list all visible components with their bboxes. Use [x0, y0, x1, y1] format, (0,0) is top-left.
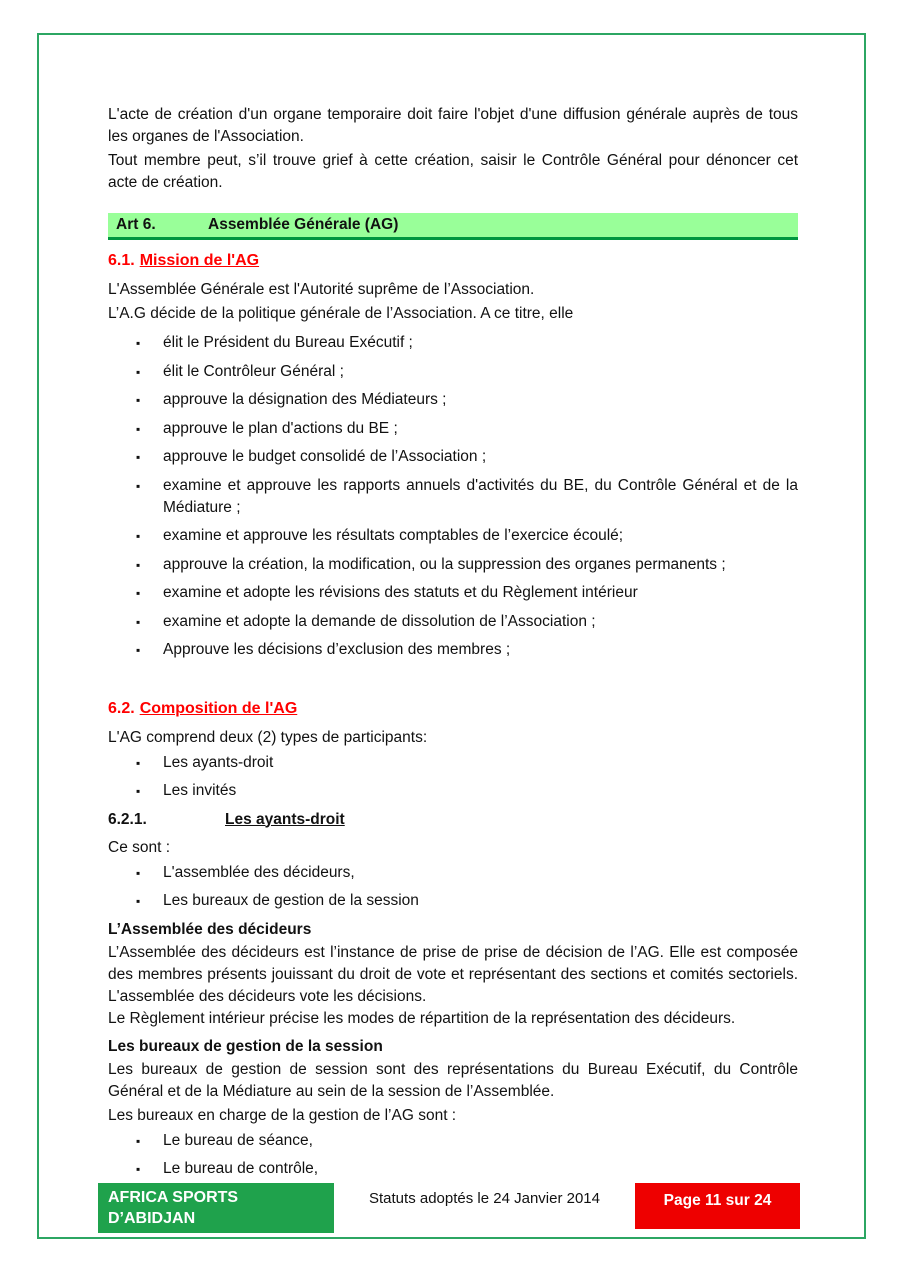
- list-item-text: Approuve les décisions d’exclusion des membres ;: [163, 641, 511, 658]
- list-item: [108, 361, 798, 383]
- ayants-droit-bullet-list: [108, 862, 798, 913]
- paragraph: Les bureaux de gestion de session sont des représentations du Bureau Exécutif, du Contrôle Général et de la Médiature au sein de la session de l’Assemblée.: [108, 1060, 798, 1100]
- section-heading-6-2-1: [108, 809, 798, 831]
- list-item: [108, 525, 798, 547]
- list-item: [108, 418, 798, 440]
- list-item: [108, 611, 798, 633]
- list-item: [108, 862, 798, 884]
- list-item-text: Le bureau de séance,: [163, 1131, 313, 1149]
- paragraph: Les bureaux en charge de la gestion de l’AG sont :: [108, 1106, 457, 1124]
- decideurs-heading: L’Assemblée des décideurs: [108, 920, 312, 938]
- list-item: [108, 554, 798, 576]
- paragraph: L’A.G décide de la politique générale de l’Association. A ce titre, elle: [108, 305, 574, 322]
- paragraph: L’Assemblée des décideurs est l’instance de prise de prise de décision de l’AG. Elle est composée des membres présents jouissant du droit de vote et représentant des sections et comités sectoriels. L'assemblée des décideurs vote les décisions.: [108, 943, 798, 1005]
- intro-paragraph-2: Tout membre peut, s’il trouve grief à cette création, saisir le Contrôle Général pour dénoncer cet acte de création.: [108, 152, 798, 191]
- list-item: [108, 780, 798, 802]
- paragraph: L'AG comprend deux (2) types de participants:: [108, 728, 428, 746]
- organization-name-line2: D’ABIDJAN: [108, 1209, 196, 1227]
- section-title: Composition de l'AG: [139, 699, 298, 717]
- section-title: Les ayants-droit: [225, 810, 345, 828]
- list-item: [108, 332, 798, 354]
- article-number: Art 6.: [116, 216, 156, 233]
- section-number: 6.2.: [108, 699, 135, 717]
- list-item-text: examine et adopte les révisions des statuts et du Règlement intérieur: [163, 584, 638, 601]
- section-heading-6-2: [108, 698, 798, 720]
- list-item: [108, 1130, 798, 1152]
- list-item: [108, 475, 798, 519]
- section-number: 6.1.: [108, 252, 135, 269]
- list-item-text: Les invités: [163, 782, 237, 799]
- list-item: [108, 752, 798, 774]
- list-item-text: examine et approuve les rapports annuels d'activités du BE, du Contrôle Général et de la Médiature ;: [163, 476, 798, 516]
- list-item-text: approuve le plan d'actions du BE ;: [163, 419, 398, 437]
- list-item-text: élit le Président du Bureau Exécutif ;: [163, 334, 413, 351]
- paragraph: L'Assemblée Générale est l'Autorité suprême de l’Association.: [108, 281, 535, 298]
- list-item-text: approuve le budget consolidé de l’Association ;: [163, 448, 487, 465]
- list-item: [108, 582, 798, 604]
- participants-bullet-list: [108, 752, 798, 803]
- list-item-text: Le bureau de contrôle,: [163, 1160, 319, 1177]
- list-item-text: L'assemblée des décideurs,: [163, 863, 355, 881]
- list-item-text: élit le Contrôleur Général ;: [163, 362, 344, 380]
- list-item: [108, 890, 798, 912]
- page-footer: [98, 1183, 800, 1233]
- list-item: [108, 446, 798, 468]
- list-item-text: Les ayants-droit: [163, 753, 274, 771]
- intro-paragraph-1: L'acte de création d'un organe temporaire doit faire l'objet d'une diffusion générale auprès de tous les organes de l'Association.: [108, 106, 798, 145]
- bureaux-bullet-list: [108, 1130, 798, 1181]
- footer-date-text: Statuts adoptés le 24 Janvier 2014: [369, 1189, 600, 1207]
- section-number: 6.2.1.: [108, 810, 147, 828]
- list-item-text: approuve la création, la modification, ou la suppression des organes permanents ;: [163, 555, 726, 573]
- footer-organization-box: [98, 1183, 334, 1233]
- paragraph: Le Règlement intérieur précise les modes de répartition de la représentation des décideurs.: [108, 1009, 736, 1027]
- section-title: Mission de l'AG: [139, 252, 260, 269]
- article-6-header-bar: [108, 213, 798, 240]
- list-item: [108, 389, 798, 411]
- document-body: [108, 104, 798, 1233]
- list-item-text: examine et approuve les résultats comptables de l’exercice écoulé;: [163, 527, 624, 544]
- bureaux-heading: Les bureaux de gestion de la session: [108, 1037, 383, 1055]
- list-item: [108, 639, 798, 661]
- list-item-text: Les bureaux de gestion de la session: [163, 892, 419, 909]
- list-item-text: approuve la désignation des Médiateurs ;: [163, 391, 447, 408]
- article-title: Assemblée Générale (AG): [208, 216, 399, 233]
- mission-bullet-list: [108, 332, 798, 661]
- list-item-text: examine et adopte la demande de dissolution de l’Association ;: [163, 612, 596, 630]
- list-item: [108, 1158, 798, 1180]
- footer-page-number-box: Page 11 sur 24: [635, 1183, 800, 1229]
- organization-name-line1: AFRICA SPORTS: [108, 1188, 239, 1206]
- paragraph: Ce sont :: [108, 838, 171, 856]
- section-heading-6-1: [108, 250, 798, 272]
- section-spacer: [108, 668, 798, 698]
